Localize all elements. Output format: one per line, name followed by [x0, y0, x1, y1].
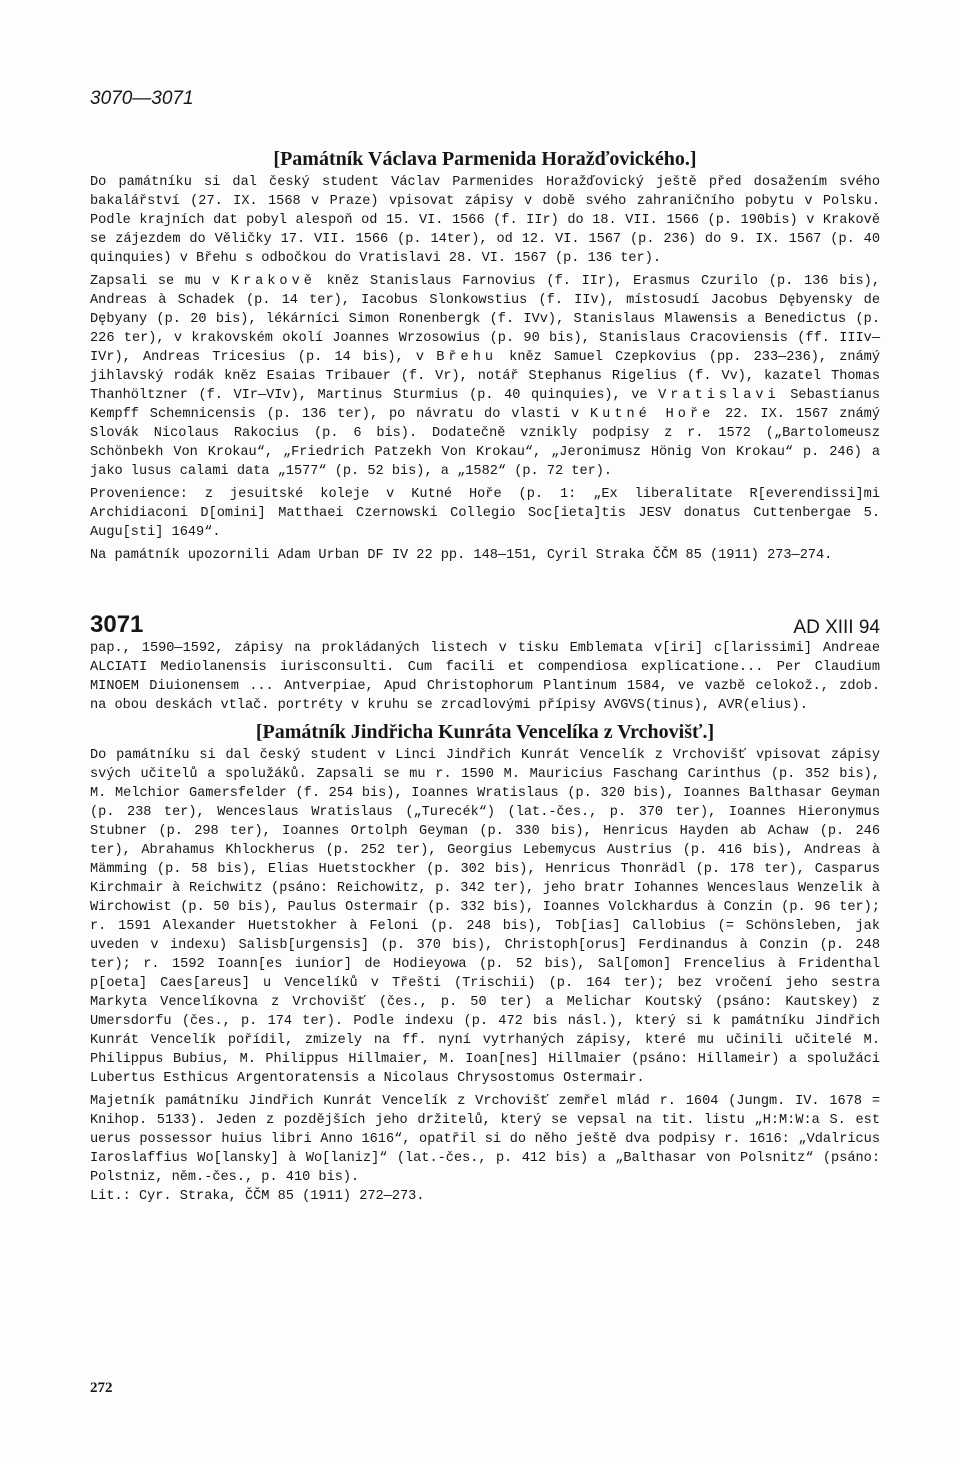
paragraph-entries: Do památníku si dal český student v Linci Jindřich Kunrát Vencelík z Vrchovišť vpisovat zápisy svých učitelů a spolužáků. Zapsali se mu r. 1590 M. Mauricius Faschang Carinthus (p. 352 bis), M. Melchior Gamersfelder (f. 254 bis), Ioannes Wratislaus (p. 320 bis), Ioannes Balthasar Geyman (p. 238 ter), Wenceslaus Wratislaus („Turecék“) (lat.-čes., p. 370 ter), Ioannes Hieronymus Stubner (p. 298 ter), Ioannes Ortolph Geyman (p. 330 bis), Henricus Hayden ab Achaw (p. 246 ter), Abrahamus Khlockherus (p. 252 ter), Georgius Lebemycus Austrius (p. 416 bis), Andreas à Mämming (p. 58 bis), Elias Huetstockher (p. 302 bis), Henricus Thonrädl (p. 178 ter), Casparus Kirchmair à Reichwitz (psáno: Reichowitz, p. 342 ter), jeho bratr Iohannes Wenceslaus Wenzelik à Wirchowist (p. 50 bis), Paulus Ostermair (p. 332 bis), Ioannes Volckhardus à Conzin (p. 96 ter); r. 1591 Alexander Huetstokher à Feloni (p. 248 bis), Tob[ias] Callobius (= Schönsleben, jak uveden v indexu) Salisb[urgensis] (p. 370 bis), Christoph[orus] Ferdinandus à Conzin (p. 248 ter); r. 1592 Ioann[es iunior] de Hodieyowa (p. 52 bis), Sal[omon] Frencelius à Fridenthal p[oeta] Caes[areus] u Vencelíků v Třešti (Trischii) (p. 164 ter); bez vročení jeho sestra Markyta Vencelíkovna z Vrchovišť (čes., p. 50 ter) a Melichar Koutský (psáno: Kautskey) z Umersdorfu (čes., p. 174 ter). Podle indexu (p. 472 bis násl.), který si k památníku Jindřich Kunrát Vencelík pořídil, zmizely na ff. nyní vytrhaných zápisy, které mu učinili učitelé M. Philippus Bubius, M. Philippus Hillmaier, M. Ioan[nes] Hillmaier (psáno: Hillameir) a spolužáci Lubertus Esthicus Argentoratensis a Nicolaus Chrysostomus Ostermair. [90, 748, 880, 1086]
section-vencelik [90, 721, 880, 1206]
entry-number: 3071 [90, 611, 144, 638]
text-run: Zapsali se mu v [90, 274, 231, 289]
place-name: Vratislavi [658, 388, 780, 403]
section-heading: [Památník Jindřicha Kunráta Vencelíka z Vrchovišť.] [255, 721, 715, 743]
section-heading: [Památník Václava Parmenida Horažďovického.] [273, 148, 697, 170]
paragraph-reference: Na památník upozornili Adam Urban DF IV 22 pp. 148—151, Cyril Straka ČČM 85 (1911) 273—274. [90, 548, 833, 563]
paragraph-provenance: Provenience: z jesuitské koleje v Kutné Hoře (p. 1: „Ex liberalitate R[everendissi]mi Archidiaconi D[omini] Matthaei Czernowski Collegio Soc[ieta]tis JESV donatus Cuttenbergae 5. Augu[sti] 1649“. [90, 487, 880, 540]
place-name: Krakově [230, 274, 316, 289]
paragraph-intro: Do památníku si dal český student Václav Parmenides Horažďovický ještě před dosažením svého bakalářství (27. IX. 1568 v Praze) vpisovat zápisy v době svého zahraničního pobytu v Polsku. Podle krajních dat pobyl alespoň od 15. VI. 1566 (f. IIr) do 18. VII. 1566 (p. 190bis) v Krakově se zájezdem do Věličky 17. VII. 1566 (p. 14ter), od 12. VI. 1567 (p. 236) do 9. IX. 1567 (p. 40 quinquies) v Břehu s odbočkou do Vratislavi 28. VI. 1567 (p. 136 ter). [90, 175, 880, 266]
section-parmenides [90, 148, 880, 565]
running-head: 3070—3071 [90, 88, 194, 109]
text-run: Sebastianus Kempff Schemnicensis (p. 136 ter), po návratu do vlasti v [90, 388, 880, 422]
paragraph-entries [90, 272, 880, 481]
paragraph-owner: Majetník památníku Jindřich Kunrát Vencelík z Vrchovišť zemřel mlád r. 1604 (Jungm. IV. 1678 = Knihop. 5133). Jeden z pozdějších jeho držitelů, který se vepsal na tit. listu „H:M:W:a S. est uerus possessor huius libri Anno 1616“, opatřil si do něho ještě dva podpisy r. 1616: „Vdalricus Iaroslaffius Wo[lansky] à Wo[laniz]“ (lat.-čes., p. 412 bis) a „Balthasar von Polsnitz“ (psáno: Polstniz, něm.-čes., p. 410 bis). [90, 1094, 880, 1185]
page-number: 272 [90, 1380, 113, 1396]
text-run: kněz Samuel Czepkovius (pp. 233—236), známý jihlavský rodák kněz Esaias Tribauer (f. Vr), notář Stephanus Rigelius (f. Vv), kazatel Thomas Thanhöltzner (f. VIr—VIv), Martinus Sturmius (p. 40 quinquies), ve [90, 350, 880, 403]
page [90, 88, 880, 1206]
entry-header [90, 605, 880, 639]
place-name: Kutné Hoře [590, 407, 715, 422]
text-run: kněz Stanislaus Farnovius (f. IIr), Erasmus Czurilo (p. 136 bis), Andreas à Schadek (p. 14 ter), Iacobus Slonkowstius (f. IIv), místosudí Jacobus Dębyensky de Dębyany (p. 20 bis), lékárníci Simon Ronenbergk (f. IVv), Stanislaus Mlawensis a Benedictus (p. 226 ter), v krakovském okolí Joannes Wrzosowius (p. 90 bis), Stanislaus Cracoviensis (ff. IIIv—IVr), Andreas Tricesius (p. 14 bis), v [90, 274, 880, 365]
entry-description: pap., 1590—1592, zápisy na prokládaných listech v tisku Emblemata v[iri] c[larissimi] Andreae ALCIATI Mediolanensis iurisconsulti. Cum facili et compendiosa explicatione... Per Claudium MINOEM Diuionensem ... Antverpiae, Apud Christophorum Plantinum 1584, ve vazbě celokož., zdob. na obou deskách vtlač. portréty v kruhu se zrcadlovými přípisy AVGVS(tinus), AVR(elius). [90, 641, 880, 713]
text-run: 22. IX. 1567 známý Slovák Nicolaus Rakocius (p. 6 bis). Dodatečně vznikly podpisy z r. 1572 („Bartolomeusz Schönbekh Von Krokau“, „Friedrich Patzekh Von Krokau“, „Jeronimusz Hönig Von Krokau“ p. 246) a jako lusus calami data „1577“ (p. 52 bis), a „1582“ (p. 72 ter). [90, 407, 881, 479]
shelf-mark: AD XIII 94 [793, 617, 880, 638]
place-name: Břehu [436, 350, 498, 365]
literature: Lit.: Cyr. Straka, ČČM 85 (1911) 272—273. [90, 1189, 425, 1204]
